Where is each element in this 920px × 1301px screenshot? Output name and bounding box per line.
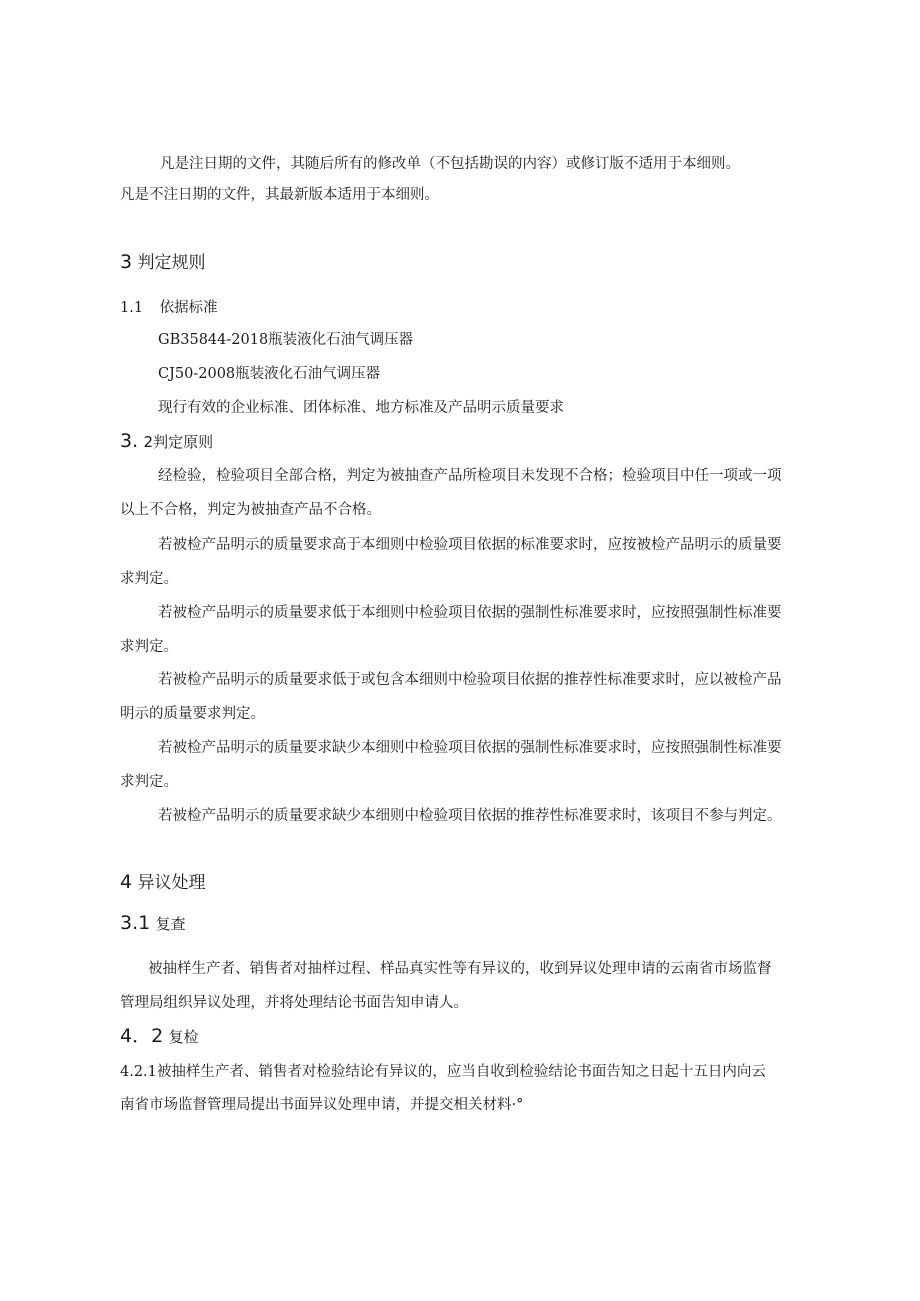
subsection-3-1-title: 依据标准 bbox=[159, 300, 218, 316]
standard-item: CJ50-2008瓶装液化石油气调压器 bbox=[158, 366, 381, 382]
subsection-4-2-number: 4．2 bbox=[120, 1025, 164, 1047]
objection-paragraph-1-cont: 管理局组织异议处理，并将处理结论书面告知申请人。 bbox=[120, 995, 468, 1011]
section-4-number: 4 bbox=[120, 871, 133, 893]
section-4-title: 异议处理 bbox=[137, 873, 206, 893]
subsection-4-1-title: 复查 bbox=[155, 915, 186, 933]
principle-paragraph-4: 若被检产品明示的质量要求低于或包含本细则中检验项目依据的推荐性标准要求时，应以被检产品 bbox=[158, 672, 782, 688]
recheck-paragraph-1-cont: 南省市场监督管理局提出书面异议处理申请，并提交相关材料·° bbox=[120, 1097, 524, 1113]
principle-paragraph-1: 经检验，检验项目全部合格，判定为被抽查产品所检项目未发现不合格；检验项目中任一项或一项 bbox=[158, 468, 782, 484]
subsection-3-2-title: 2判定原则 bbox=[143, 433, 214, 451]
standard-item: GB35844-2018瓶装液化石油气调压器 bbox=[158, 332, 414, 348]
section-3-number: 3 bbox=[120, 251, 133, 273]
principle-paragraph-6: 若被检产品明示的质量要求缺少本细则中检验项目依据的推荐性标准要求时，该项目不参与判定。 bbox=[158, 808, 782, 824]
principle-paragraph-5-cont: 求判定。 bbox=[120, 774, 178, 790]
subsection-3-1-number: 1.1 bbox=[120, 300, 144, 316]
principle-paragraph-1-cont: 以上不合格，判定为被抽查产品不合格。 bbox=[120, 502, 381, 518]
subsection-4-1-heading bbox=[120, 912, 186, 935]
subsection-3-2-heading bbox=[120, 430, 213, 453]
recheck-paragraph-1: 4.2.1被抽样生产者、销售者对检验结论有异议的，应当自收到检验结论书面告知之日起十五日内向云 bbox=[120, 1064, 766, 1080]
section-3-title: 判定规则 bbox=[137, 253, 206, 273]
principle-paragraph-3-cont: 求判定。 bbox=[120, 639, 178, 655]
principle-paragraph-5: 若被检产品明示的质量要求缺少本细则中检验项目依据的强制性标准要求时，应按照强制性标准要 bbox=[158, 740, 782, 756]
principle-paragraph-4-cont: 明示的质量要求判定。 bbox=[120, 706, 265, 722]
objection-paragraph-1: 被抽样生产者、销售者对抽样过程、样品真实性等有异议的，收到异议处理申请的云南省市场监督 bbox=[148, 961, 772, 977]
principle-paragraph-2-cont: 求判定。 bbox=[120, 571, 178, 587]
standard-item: 现行有效的企业标准、团体标准、地方标准及产品明示质量要求 bbox=[158, 400, 564, 416]
subsection-4-2-heading bbox=[120, 1025, 199, 1048]
section-3-heading bbox=[120, 251, 206, 274]
ref-paragraph-1: 凡是注日期的文件，其随后所有的修改单（不包括勘误的内容）或修订版不适用于本细则。 bbox=[160, 156, 740, 172]
subsection-4-1-number: 3.1 bbox=[120, 912, 151, 934]
principle-paragraph-2: 若被检产品明示的质量要求高于本细则中检验项目依据的标准要求时，应按被检产品明示的质量要 bbox=[158, 537, 782, 553]
subsection-4-2-title: 复检 bbox=[168, 1028, 199, 1046]
subsection-3-1-heading bbox=[120, 298, 218, 318]
principle-paragraph-3: 若被检产品明示的质量要求低于本细则中检验项目依据的强制性标准要求时，应按照强制性标准要 bbox=[158, 605, 782, 621]
subsection-3-2-number: 3. bbox=[120, 430, 139, 452]
ref-paragraph-2: 凡是不注日期的文件，其最新版本适用于本细则。 bbox=[120, 187, 439, 203]
section-4-heading bbox=[120, 871, 206, 894]
